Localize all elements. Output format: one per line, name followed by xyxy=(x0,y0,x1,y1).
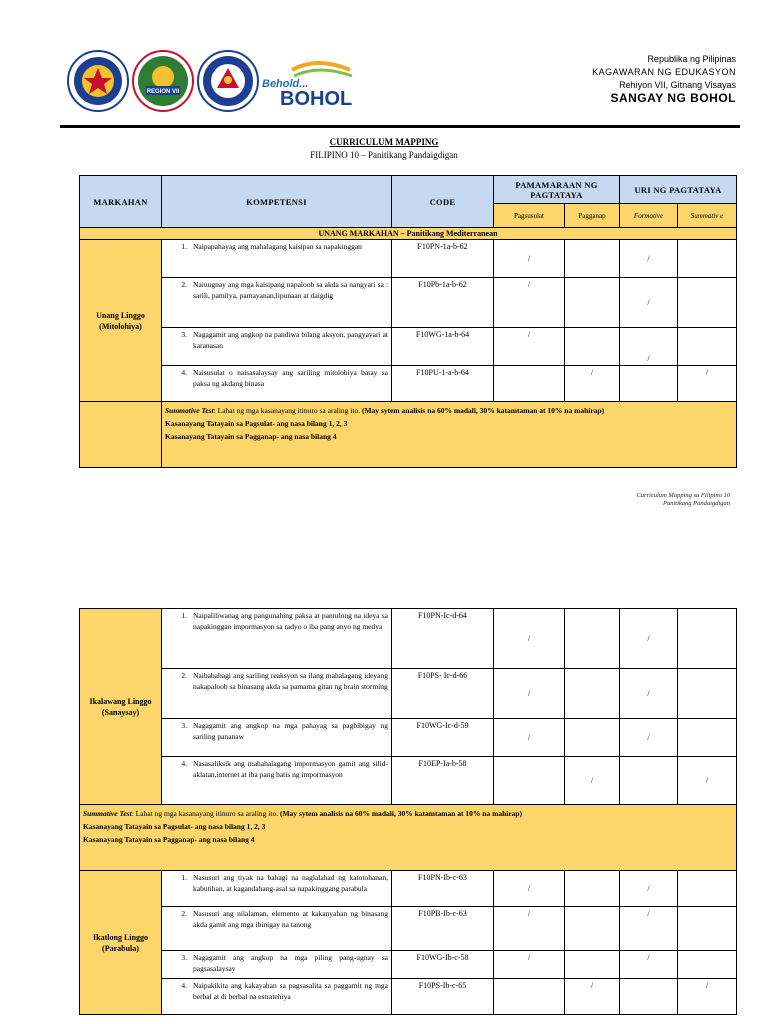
pagganap-mark xyxy=(565,871,620,907)
pagganap-mark xyxy=(565,328,620,366)
formative-mark: / xyxy=(620,669,678,719)
pagsulat-mark: / xyxy=(494,609,565,669)
competency-number: 3. xyxy=(181,953,187,962)
competency-number: 4. xyxy=(181,368,187,377)
pagsulat-mark xyxy=(494,757,565,805)
code-cell: F10EP-Ia-b-58 xyxy=(392,757,494,805)
header-markahan: MARKAHAN xyxy=(80,176,162,228)
formative-mark: / xyxy=(620,907,678,951)
summative-mark: / xyxy=(678,757,737,805)
brand-bottom-text: BOHOL xyxy=(280,88,353,110)
competency-number: 4. xyxy=(181,981,187,990)
department-text: KAGAWARAN NG EDUKASYON xyxy=(592,67,736,77)
competency-text: Naisusulat o naisasalaysay ang sariling mitolohiya batay sa paksa ng akdang binasa xyxy=(193,368,388,388)
summary-text: : Lahat ng mga kasanayang itinuro sa araling ito. xyxy=(213,406,362,415)
summative-mark xyxy=(678,907,737,951)
pagsulat-mark: / xyxy=(494,669,565,719)
code-cell: F10Pb-1a-b-62 xyxy=(392,278,494,328)
competency-number: 2. xyxy=(181,671,187,680)
code-cell: F10WG-1a-b-64 xyxy=(392,328,494,366)
summative-mark xyxy=(678,951,737,979)
summary-note: (May sytem analisis na 60% madali, 30% katamtaman at 10% na mahirap) xyxy=(361,406,605,415)
pagganap-mark xyxy=(565,609,620,669)
pagganap-mark: / xyxy=(565,757,620,805)
table-row xyxy=(80,757,737,805)
table-row xyxy=(80,979,737,1015)
header-pagganap: Pagganap xyxy=(565,204,620,228)
table-row xyxy=(80,669,737,719)
header-pagsulat: Pagsusulat xyxy=(494,204,565,228)
summary-text: : Lahat ng mga kasanayang itinuro sa araling ito. xyxy=(131,809,280,818)
formative-mark: / xyxy=(620,278,678,328)
week-1-label: Unang Linggo (Mitolohiya) xyxy=(80,240,162,402)
formative-mark: / xyxy=(620,328,678,366)
table-row xyxy=(80,366,737,402)
pagganap-mark xyxy=(565,669,620,719)
pagganap-mark: / xyxy=(565,979,620,1015)
code-cell: F10PN-1a-b-62 xyxy=(392,240,494,278)
code-cell: F10WG-Ic-d-59 xyxy=(392,719,494,757)
summative-mark xyxy=(678,609,737,669)
code-cell: F10PS- Ic-d-66 xyxy=(392,669,494,719)
table-row xyxy=(80,907,737,951)
competency-cell xyxy=(162,719,392,757)
quarter-band xyxy=(80,228,737,240)
pagsulat-mark: / xyxy=(494,719,565,757)
summary-line-pagsulat: Kasanayang Tatayain sa Pagsulat- ang nasa bilang 1, 2, 3 xyxy=(83,822,266,831)
pagsulat-mark xyxy=(494,979,565,1015)
competency-cell xyxy=(162,240,392,278)
competency-text: Naipapahayag ang mahalagang kaisipan sa napakinggan xyxy=(193,242,362,251)
week-1-summary-spacer xyxy=(80,402,162,468)
code-cell: F10PB-Ib-c-63 xyxy=(392,907,494,951)
competency-cell xyxy=(162,278,392,328)
competency-number: 1. xyxy=(181,611,187,620)
competency-cell xyxy=(162,907,392,951)
summative-mark xyxy=(678,278,737,328)
table-row xyxy=(80,278,737,328)
table-row xyxy=(80,951,737,979)
curriculum-table-page1 xyxy=(79,175,737,468)
competency-number: 1. xyxy=(181,873,187,882)
formative-mark xyxy=(620,366,678,402)
summary-label: Summative Test xyxy=(165,406,214,415)
region-text: Rehiyon VII, Gitnang Visayas xyxy=(619,80,736,90)
summative-mark xyxy=(678,328,737,366)
pagsulat-mark: / xyxy=(494,328,565,366)
quarter-band-text: UNANG MARKAHAN – Panitikang Mediterranean xyxy=(318,229,498,238)
competency-cell xyxy=(162,951,392,979)
table-row xyxy=(80,240,737,278)
competency-text: Naiuugnay ang mga kaisipang napaloob sa akda sa nangyari sa : sarili, pamilya, pamayanan,lipunaan at daigdig xyxy=(193,280,388,300)
code-cell: F10WG-Ib-c-58 xyxy=(392,951,494,979)
competency-number: 3. xyxy=(181,330,187,339)
pagganap-mark xyxy=(565,719,620,757)
formative-mark: / xyxy=(620,719,678,757)
formative-mark: / xyxy=(620,609,678,669)
pagganap-mark xyxy=(565,907,620,951)
header-divider xyxy=(60,125,740,128)
summary-label: Summative Test xyxy=(83,809,132,818)
competency-text: Nasusuri ang tiyak na bahagi na naglalahad ng katotohanan, kabutihan, at kagandahang-asal sa napakinggang parabula xyxy=(193,873,388,893)
summary-line-pagsulat: Kasanayang Tatayain sa Pagsulat- ang nasa bilang 1, 2, 3 xyxy=(165,419,348,428)
summative-mark: / xyxy=(678,366,737,402)
document-title: CURRICULUM MAPPING xyxy=(329,137,439,147)
header-kompetensi: KOMPETENSI xyxy=(162,176,392,228)
division-of-bohol-seal-logo xyxy=(197,50,259,112)
formative-mark: / xyxy=(620,951,678,979)
pagsulat-mark: / xyxy=(494,871,565,907)
code-cell: F10PN-Ib-c-63 xyxy=(392,871,494,907)
competency-cell xyxy=(162,609,392,669)
competency-number: 1. xyxy=(181,242,187,251)
competency-number: 3. xyxy=(181,721,187,730)
pagganap-mark: / xyxy=(565,366,620,402)
code-cell: F10PU-1-a-b-64 xyxy=(392,366,494,402)
competency-text: Nagagamit ang angkop na mga pahayag sa pagbibigay ng sariling pananaw xyxy=(193,721,388,741)
formative-mark xyxy=(620,979,678,1015)
region-vii-seal-text: REGION VII xyxy=(146,89,180,95)
table-row xyxy=(80,328,737,366)
competency-number: 4. xyxy=(181,759,187,768)
header-uri: URI NG PAGTATAYA xyxy=(620,176,737,204)
week-2-label: Ikalawang Linggo (Sanaysay) xyxy=(80,609,162,805)
competency-text: Naipaliliwanag ang pangunahing paksa at pantulong na ideya sa napakinggan impormasyon sa radyo o iba pang anyo ng medya xyxy=(193,611,388,631)
competency-cell xyxy=(162,757,392,805)
competency-cell xyxy=(162,979,392,1015)
competency-cell xyxy=(162,366,392,402)
summary-note: (May sytem analisis na 60% madali, 30% katamtaman at 10% na mahirap) xyxy=(279,809,523,818)
week-2-summary xyxy=(80,805,737,871)
formative-mark: / xyxy=(620,240,678,278)
summary-line-pagganap: Kasanayang Tatayain sa Pagganap- ang nasa bilang 4 xyxy=(83,835,255,844)
brand-top-text: Behold... xyxy=(262,78,309,90)
table-row xyxy=(80,609,737,669)
summative-mark xyxy=(678,871,737,907)
header-code: CODE xyxy=(392,176,494,228)
table-row xyxy=(80,719,737,757)
pagsulat-mark: / xyxy=(494,278,565,328)
competency-cell xyxy=(162,669,392,719)
summative-mark xyxy=(678,240,737,278)
pagsulat-mark xyxy=(494,366,565,402)
header-pamamaraan: PAMAMARAAN NG PAGTATAYA xyxy=(494,176,620,204)
competency-text: Naipakikita ang kakayahan sa pagsasalita sa paggamit ng mga berbal at di berbal na estratehiya xyxy=(193,981,388,1001)
deped-seal-logo xyxy=(67,50,129,112)
competency-number: 2. xyxy=(181,909,187,918)
pagsulat-mark: / xyxy=(494,951,565,979)
header-formative: Formative xyxy=(620,204,678,228)
pagsulat-mark: / xyxy=(494,907,565,951)
formative-mark: / xyxy=(620,871,678,907)
curriculum-table-page2 xyxy=(79,608,737,1015)
footer-line-2: Panitikang Pandaigdigan xyxy=(663,500,730,507)
summative-mark: / xyxy=(678,979,737,1015)
republic-text: Republika ng Pilipinas xyxy=(647,54,736,64)
competency-cell xyxy=(162,871,392,907)
competency-text: Nagagamit ang angkop na pandiwa bilang aksyon, pangyayari at karanasan xyxy=(193,330,388,350)
formative-mark xyxy=(620,757,678,805)
header-summative: Summativ e xyxy=(678,204,737,228)
table-row xyxy=(80,871,737,907)
summative-mark xyxy=(678,719,737,757)
competency-cell xyxy=(162,328,392,366)
competency-text: Nasasaliksik ang mahahalagang impormasyon gamit ang silid-aklatan,internet at iba pang batis ng impormasyon xyxy=(193,759,388,779)
code-cell: F10PS-Ib-c-65 xyxy=(392,979,494,1015)
region-vii-seal-logo xyxy=(132,50,194,112)
document-subtitle: FILIPINO 10 – Panitikang Pandaigdigan xyxy=(310,150,458,160)
code-cell: F10PN-Ic-d-64 xyxy=(392,609,494,669)
week-3-label: Ikatlong Linggo (Parabula) xyxy=(80,871,162,1015)
division-text: SANGAY NG BOHOL xyxy=(610,91,736,105)
page-footer xyxy=(636,492,730,508)
summary-line-pagganap: Kasanayang Tatayain sa Pagganap- ang nasa bilang 4 xyxy=(165,432,337,441)
pagganap-mark xyxy=(565,278,620,328)
behold-bohol-logo xyxy=(262,60,352,108)
competency-number: 2. xyxy=(181,280,187,289)
summative-mark xyxy=(678,669,737,719)
competency-text: Nagagamit ang angkop na mga piling pang-ugnay sa pagsasalaysay xyxy=(193,953,388,973)
pagganap-mark xyxy=(565,240,620,278)
competency-text: Nasusuri ang nilalaman, elemento at kakanyahan ng binasang akda gamit ang mga ibinigay na tanong xyxy=(193,909,388,929)
agency-header xyxy=(592,53,736,105)
pagganap-mark xyxy=(565,951,620,979)
footer-line-1: Curriculum Mapping sa Filipino 10 xyxy=(636,492,730,499)
week-1-summary xyxy=(162,402,737,468)
competency-text: Naibabahagi ang sariling reaksyon sa ilang mahalagang ideyang nakapaloob sa binasang akda sa pamama gitan ng brain storming xyxy=(193,671,388,691)
pagsulat-mark: / xyxy=(494,240,565,278)
